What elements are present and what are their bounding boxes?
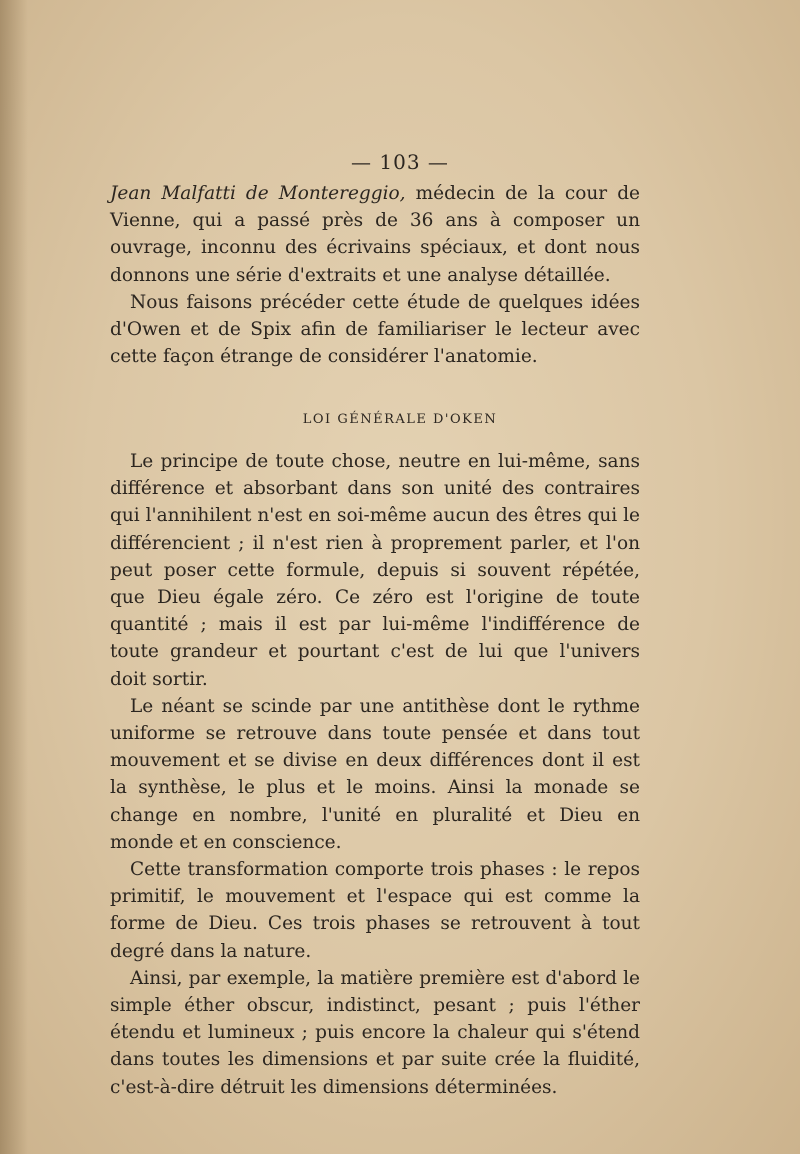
author-name: Jean Malfatti de Montereggio, [110,183,406,204]
section-body [110,448,640,1101]
intro-paragraph [110,180,640,289]
body-paragraph: Le principe de toute chose, neutre en lui-même, sans différence et absorbant dans son unité des contraires qui l'annihilent n'est en soi-même aucun des êtres qui le différencient ; il n'est rien à proprement parler, et l'on peut poser cette formule, depuis si souvent répétée, que Dieu égale zéro. Ce zéro est l'origine de toute quantité ; mais il est par lui-même l'indifférence de toute grandeur et pourtant c'est de lui que l'univers doit sortir. [110,451,640,690]
page-number: — 103 — [351,150,449,174]
body-paragraph: Le néant se scinde par une antithèse dont le rythme uniforme se retrouve dans toute pensée et dans tout mouvement et se divise en deux différences dont il est la synthèse, le plus et le moins. Ainsi la monade se change en nombre, l'unité en pluralité et Dieu en monde et en conscience. [110,695,640,853]
body-paragraph: Cette transformation comporte trois phases : le repos primitif, le mouvement et l'espace qui est comme la forme de Dieu. Ces trois phases se retrouvent à tout degré dans la nature. [110,859,640,962]
body-paragraph: Ainsi, par exemple, la matière première est d'abord le simple éther obscur, indistinct, pesant ; puis l'éther étendu et lumineux ; puis encore la chaleur qui s'étend dans toutes les dimensions et par suite crée la fluidité, c'est-à-dire détruit les dimensions déterminées. [110,967,640,1098]
intro-second-paragraph: Nous faisons précéder cette étude de quelques idées d'Owen et de Spix afin de familiariser le lecteur avec cette façon étrange de considérer l'anatomie. [110,291,640,368]
intro-paragraph-text: médecin de la cour de Vienne, qui a passé près de 36 ans à composer un ouvrage, inconnu des écrivains spéciaux, et dont nous donnons une série d'extraits et une analyse détaillée. [110,183,640,286]
intro-text [110,180,640,370]
section-heading: LOI GÉNÉRALE D'OKEN [302,412,498,427]
